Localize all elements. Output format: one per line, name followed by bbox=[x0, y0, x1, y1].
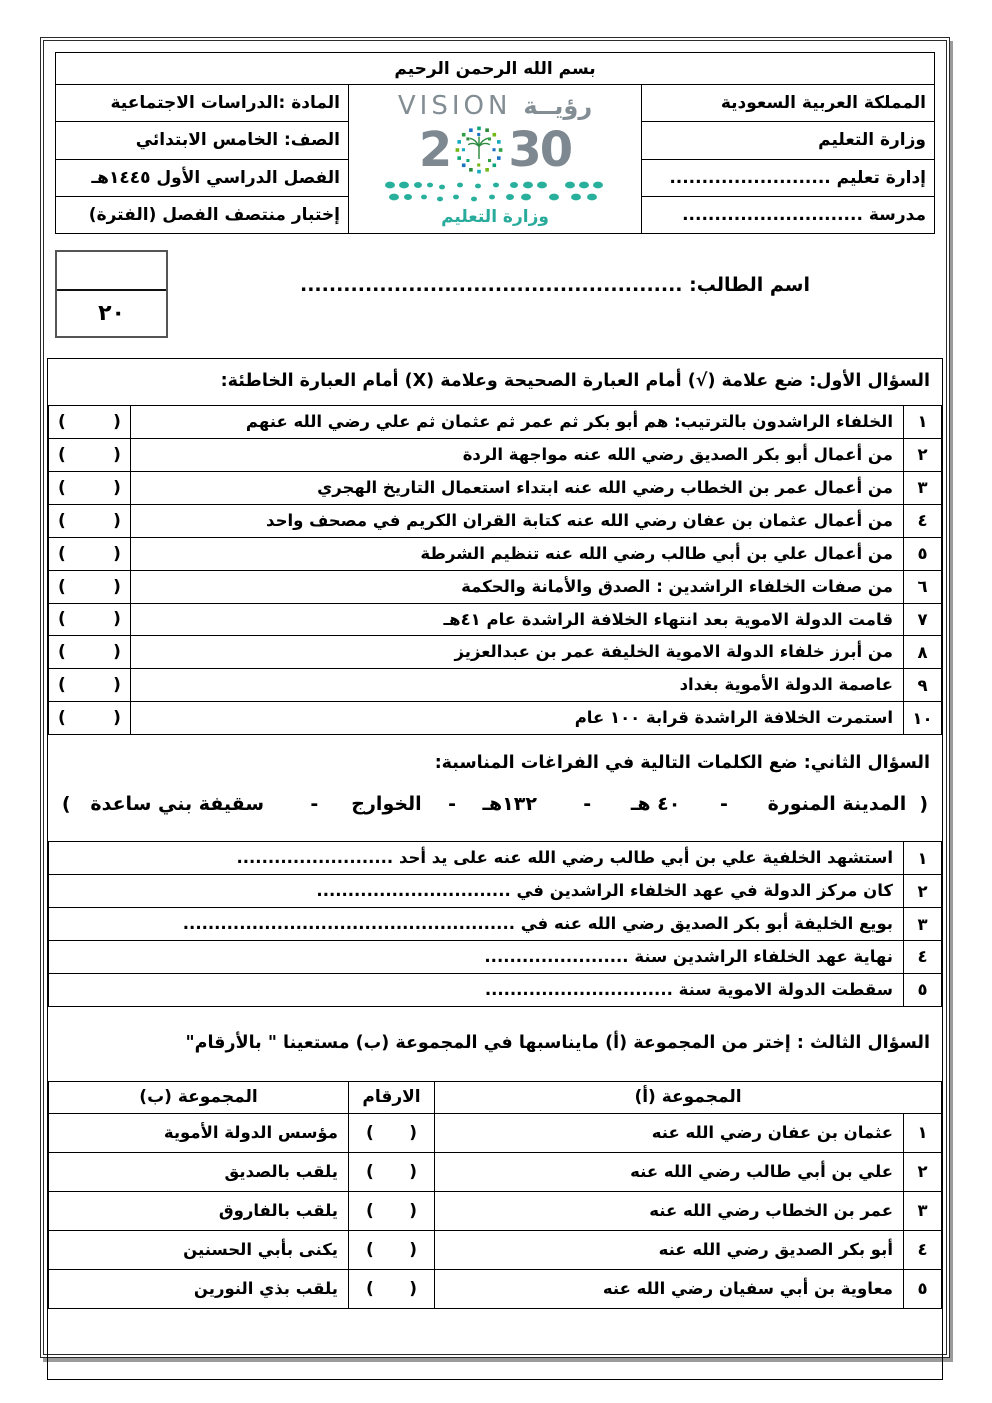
year-digits-30: 30 bbox=[508, 122, 572, 178]
vision2030-logo bbox=[357, 87, 633, 231]
q1-statement: استمرت الخلافة الراشدة قرابة ١٠٠ عام bbox=[131, 702, 904, 735]
q3-row-number: ٤ bbox=[904, 1230, 942, 1269]
year-2030 bbox=[419, 123, 571, 177]
ministry-logo-dots bbox=[380, 179, 610, 205]
q1-statement: من أعمال عثمان بن عفان رضي الله عنه كتابة القران الكريم في مصحف واحد bbox=[131, 504, 904, 537]
q3-header-group-a: المجموعة (أ) bbox=[435, 1081, 942, 1113]
q2-row bbox=[49, 908, 942, 941]
q1-row-number: ٢ bbox=[904, 438, 942, 471]
q1-answer-blank: ( ) bbox=[49, 636, 131, 669]
questions-box bbox=[47, 358, 943, 1380]
q1-statement: من أعمال علي بن أبي طالب رضي الله عنه تنظيم الشرطة bbox=[131, 537, 904, 570]
q3-row bbox=[49, 1230, 942, 1269]
q2-table bbox=[48, 841, 942, 1007]
q1-row bbox=[49, 504, 942, 537]
q1-answer-blank: ( ) bbox=[49, 570, 131, 603]
q3-table bbox=[48, 1081, 942, 1309]
q1-answer-blank: ( ) bbox=[49, 537, 131, 570]
q1-statement: من أبرز خلفاء الدولة الاموية الخليفة عمر بن عبدالعزيز bbox=[131, 636, 904, 669]
q3-row bbox=[49, 1269, 942, 1308]
q2-row bbox=[49, 842, 942, 875]
q3-row bbox=[49, 1191, 942, 1230]
score-earned-cell bbox=[57, 252, 166, 291]
q3-group-a-item: معاوية بن أبي سفيان رضي الله عنه bbox=[435, 1269, 904, 1308]
q2-row-number: ٢ bbox=[904, 875, 942, 908]
q3-header-row bbox=[49, 1081, 942, 1113]
q1-row-number: ٤ bbox=[904, 504, 942, 537]
q1-row bbox=[49, 636, 942, 669]
q1-answer-blank: ( ) bbox=[49, 702, 131, 735]
ministry-wordmark: وزارة التعليم bbox=[441, 207, 549, 227]
q1-row bbox=[49, 406, 942, 439]
q1-row bbox=[49, 471, 942, 504]
q1-statement: من أعمال عمر بن الخطاب رضي الله عنه ابتداء استعمال التاريخ الهجري bbox=[131, 471, 904, 504]
q3-row-number: ١ bbox=[904, 1113, 942, 1152]
student-name-line: اسم الطالب: ..................................................... bbox=[299, 274, 810, 296]
q1-answer-blank: ( ) bbox=[49, 504, 131, 537]
q1-answer-blank: ( ) bbox=[49, 603, 131, 636]
q2-row-number: ١ bbox=[904, 842, 942, 875]
q1-row-number: ١ bbox=[904, 406, 942, 439]
header-country: المملكة العربية السعودية bbox=[642, 85, 935, 122]
q1-row-number: ٧ bbox=[904, 603, 942, 636]
q3-title: السؤال الثالث : إختر من المجموعة (أ) مايناسبها في المجموعة (ب) مستعينا " بالأرقام" bbox=[185, 1032, 930, 1053]
q2-row bbox=[49, 875, 942, 908]
q1-row-number: ٩ bbox=[904, 669, 942, 702]
vision-en-text: VISION bbox=[397, 91, 512, 121]
header-grade: الصف: الخامس الابتدائي bbox=[56, 122, 349, 159]
q1-statement: من صفات الخلفاء الراشدين : الصدق والأمانة والحكمة bbox=[131, 570, 904, 603]
q1-row bbox=[49, 702, 942, 735]
q2-row-number: ٥ bbox=[904, 973, 942, 1006]
q2-row bbox=[49, 940, 942, 973]
q2-title: السؤال الثاني: ضع الكلمات التالية في الفراغات المناسبة: bbox=[434, 753, 930, 774]
q3-group-b-item: يلقب بذي النورين bbox=[49, 1269, 349, 1308]
q2-row bbox=[49, 973, 942, 1006]
vision2030-logo-cell bbox=[349, 85, 642, 234]
q1-statement: من أعمال أبو بكر الصديق رضي الله عنه مواجهة الردة bbox=[131, 438, 904, 471]
q1-answer-blank: ( ) bbox=[49, 438, 131, 471]
year-digit-2: 2 bbox=[418, 122, 451, 178]
q3-group-a-item: علي بن أبي طالب رضي الله عنه bbox=[435, 1152, 904, 1191]
q3-number-blank: ( ) bbox=[349, 1191, 435, 1230]
q1-statement: قامت الدولة الاموية بعد انتهاء الخلافة الراشدة عام ٤١هـ bbox=[131, 603, 904, 636]
q3-group-a-item: عثمان بن عفان رضي الله عنه bbox=[435, 1113, 904, 1152]
q2-row-number: ٤ bbox=[904, 940, 942, 973]
palm-tree-icon bbox=[469, 137, 491, 160]
q1-row-number: ٨ bbox=[904, 636, 942, 669]
q3-header-numbers: الارقام bbox=[349, 1081, 435, 1113]
header-subject: المادة :الدراسات الاجتماعية bbox=[56, 85, 349, 122]
q1-statement: الخلفاء الراشدون بالترتيب: هم أبو بكر ثم عمر ثم عثمان ثم علي رضي الله عنهم bbox=[131, 406, 904, 439]
q1-title: السؤال الأول: ضع علامة (√) أمام العبارة الصحيحة وعلامة (X) أمام العبارة الخاطئة: bbox=[220, 371, 930, 391]
q2-statement: كان مركز الدولة في عهد الخلفاء الراشدين في ............................... bbox=[49, 875, 904, 908]
q1-row-number: ١٠ bbox=[904, 702, 942, 735]
q2-row-number: ٣ bbox=[904, 908, 942, 941]
q1-row bbox=[49, 438, 942, 471]
q1-row-number: ٦ bbox=[904, 570, 942, 603]
q2-statement: بويع الخليفة أبو بكر الصديق رضي الله عنه في ..................................................... bbox=[49, 908, 904, 941]
q1-table bbox=[48, 405, 942, 735]
q3-group-b-item: مؤسس الدولة الأموية bbox=[49, 1113, 349, 1152]
q3-group-b-item: يلقب بالصديق bbox=[49, 1152, 349, 1191]
q3-row bbox=[49, 1113, 942, 1152]
q3-number-blank: ( ) bbox=[349, 1113, 435, 1152]
q1-answer-blank: ( ) bbox=[49, 471, 131, 504]
q3-number-blank: ( ) bbox=[349, 1269, 435, 1308]
q1-row bbox=[49, 570, 942, 603]
q2-statement: سقطت الدولة الاموية سنة .............................. bbox=[49, 973, 904, 1006]
q3-number-blank: ( ) bbox=[349, 1230, 435, 1269]
exam-sheet bbox=[40, 37, 950, 1358]
basmala: بسم الله الرحمن الرحيم bbox=[56, 53, 935, 85]
q3-number-blank: ( ) bbox=[349, 1152, 435, 1191]
header-education-admin: إدارة تعليم ......................... bbox=[642, 159, 935, 196]
q1-row-number: ٣ bbox=[904, 471, 942, 504]
header-semester: الفصل الدراسي الأول ١٤٤٥هـ bbox=[56, 159, 349, 196]
q3-row bbox=[49, 1152, 942, 1191]
q1-answer-blank: ( ) bbox=[49, 406, 131, 439]
q1-statement: عاصمة الدولة الأموية بغداد bbox=[131, 669, 904, 702]
q3-group-b-item: يلقب بالفاروق bbox=[49, 1191, 349, 1230]
q3-row-number: ٥ bbox=[904, 1269, 942, 1308]
q3-row-number: ٢ bbox=[904, 1152, 942, 1191]
header-ministry: وزارة التعليم bbox=[642, 122, 935, 159]
score-box bbox=[55, 250, 168, 338]
score-total: ٢٠ bbox=[98, 300, 125, 326]
header-table bbox=[55, 52, 935, 234]
vision-wordmark bbox=[398, 91, 592, 121]
q3-group-a-item: عمر بن الخطاب رضي الله عنه bbox=[435, 1191, 904, 1230]
header-exam-type: إختبار منتصف الفصل (الفترة) bbox=[56, 196, 349, 233]
q2-word-bank: ( المدينة المنورة - ٤٠ هـ - ١٣٢هـ - الخوارج - سقيفة بني ساعدة ) bbox=[61, 793, 929, 816]
q1-row bbox=[49, 603, 942, 636]
q3-group-a-item: أبو بكر الصديق رضي الله عنه bbox=[435, 1230, 904, 1269]
q1-row-number: ٥ bbox=[904, 537, 942, 570]
q2-statement: استشهد الخلفية علي بن أبي طالب رضي الله عنه على يد أحد ......................... bbox=[49, 842, 904, 875]
vision-ar-text: رؤيــة bbox=[523, 92, 593, 120]
q3-row-number: ٣ bbox=[904, 1191, 942, 1230]
q1-row bbox=[49, 669, 942, 702]
mosaic-circle-icon bbox=[452, 123, 506, 177]
q1-answer-blank: ( ) bbox=[49, 669, 131, 702]
q3-header-group-b: المجموعة (ب) bbox=[49, 1081, 349, 1113]
q3-group-b-item: يكنى بأبي الحسنين bbox=[49, 1230, 349, 1269]
header-school: مدرسة ............................ bbox=[642, 196, 935, 233]
q1-row bbox=[49, 537, 942, 570]
student-info-block bbox=[55, 246, 935, 358]
q2-statement: نهاية عهد الخلفاء الراشدين سنة ....................... bbox=[49, 940, 904, 973]
